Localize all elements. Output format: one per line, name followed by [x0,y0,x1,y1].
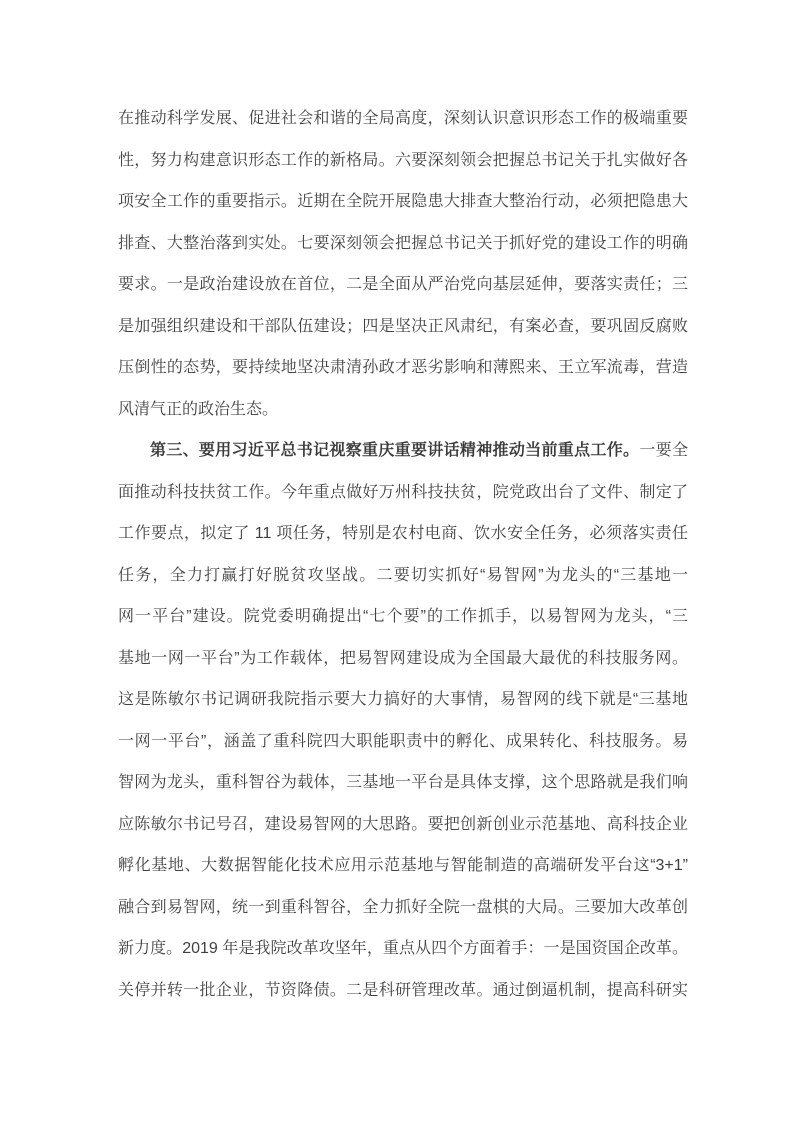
text-line [118,638,688,680]
text-line [118,845,688,887]
text-line [118,140,688,182]
body-text: 新力度。2019 年是我院改革攻坚年，重点从四个方面着手：一是国资国企改革。 [118,940,688,957]
text-line [118,306,688,348]
body-text: 面推动科技扶贫工作。今年重点做好万州科技扶贫，院党政出台了文件、制定了 [118,483,688,501]
text-line [118,887,688,929]
text-line [118,970,688,1012]
text-line [118,555,688,597]
text-line [118,596,688,638]
body-text: 基地一网一平台”为工作载体，把易智网建设成为全国最大最优的科技服务网。 [118,649,688,667]
body-text: 网一平台”建设。院党委明确提出“七个要”的工作抓手，以易智网为龙头，“三 [118,608,688,625]
body-text: 性，努力构建意识形态工作的新格局。六要深刻领会把握总书记关于扎实做好各 [118,151,688,169]
text-line [118,721,688,763]
body-text: 智网为龙头，重科智谷为载体，三基地一平台是具体支撑，这个思路就是我们响 [118,774,688,791]
text-line [118,98,688,140]
text-line [118,347,688,389]
text-line [118,430,688,472]
body-text: 风清气正的政治生态。 [118,400,279,418]
bold-heading-text: 第三、要用习近平总书记视察重庆重要讲话精神推动当前重点工作。 [150,442,640,459]
paragraph [118,98,688,430]
body-text: 一网一平台”，涵盖了重科院四大职能职责中的孵化、成果转化、科技服务。易 [118,732,688,750]
paragraph [118,430,688,1011]
text-line [118,264,688,306]
text-line [118,472,688,514]
body-text: 任务，全力打赢打好脱贫攻坚战。二要切实抓好“易智网”为龙头的“三基地一 [118,566,688,584]
text-line [118,223,688,265]
text-line [118,804,688,846]
text-line [118,762,688,804]
body-text: 压倒性的态势，要持续地坚决肃清孙政才恶劣影响和薄熙来、王立军流毒，营造 [118,359,688,376]
body-text: 是加强组织建设和干部队伍建设；四是坚决正风肃纪，有案必查，要巩固反腐败 [118,317,688,335]
body-text: 一要全 [639,442,688,459]
text-line [118,181,688,223]
body-text: 工作要点，拟定了 11 项任务，特别是农村电商、饮水安全任务，必须落实责任 [118,525,688,542]
document-text-body [118,98,688,1011]
body-text: 项安全工作的重要指示。近期在全院开展隐患大排查大整治行动，必须把隐患大 [118,193,688,210]
body-text: 关停并转一批企业，节资降债。二是科研管理改革。通过倒逼机制，提高科研实 [118,981,688,999]
body-text: 排查、大整治落到实处。七要深刻领会把握总书记关于抓好党的建设工作的明确 [118,234,688,252]
text-line [118,928,688,970]
body-text: 孵化基地、大数据智能化技术应用示范基地与智能制造的高端研发平台这“3+1” [118,857,688,874]
body-text: 要求。一是政治建设放在首位，二是全面从严治党向基层延伸，要落实责任；三 [118,276,688,293]
text-line [118,513,688,555]
text-line [118,679,688,721]
body-text: 这是陈敏尔书记调研我院指示要大力搞好的大事情，易智网的线下就是“三基地 [118,691,688,708]
text-line [118,389,688,431]
body-text: 融合到易智网，统一到重科智谷，全力抓好全院一盘棋的大局。三要加大改革创 [118,898,688,916]
body-text: 在推动科学发展、促进社会和谐的全局高度，深刻认识意识形态工作的极端重要 [118,110,688,127]
body-text: 应陈敏尔书记号召，建设易智网的大思路。要把创新创业示范基地、高科技企业 [118,815,688,833]
